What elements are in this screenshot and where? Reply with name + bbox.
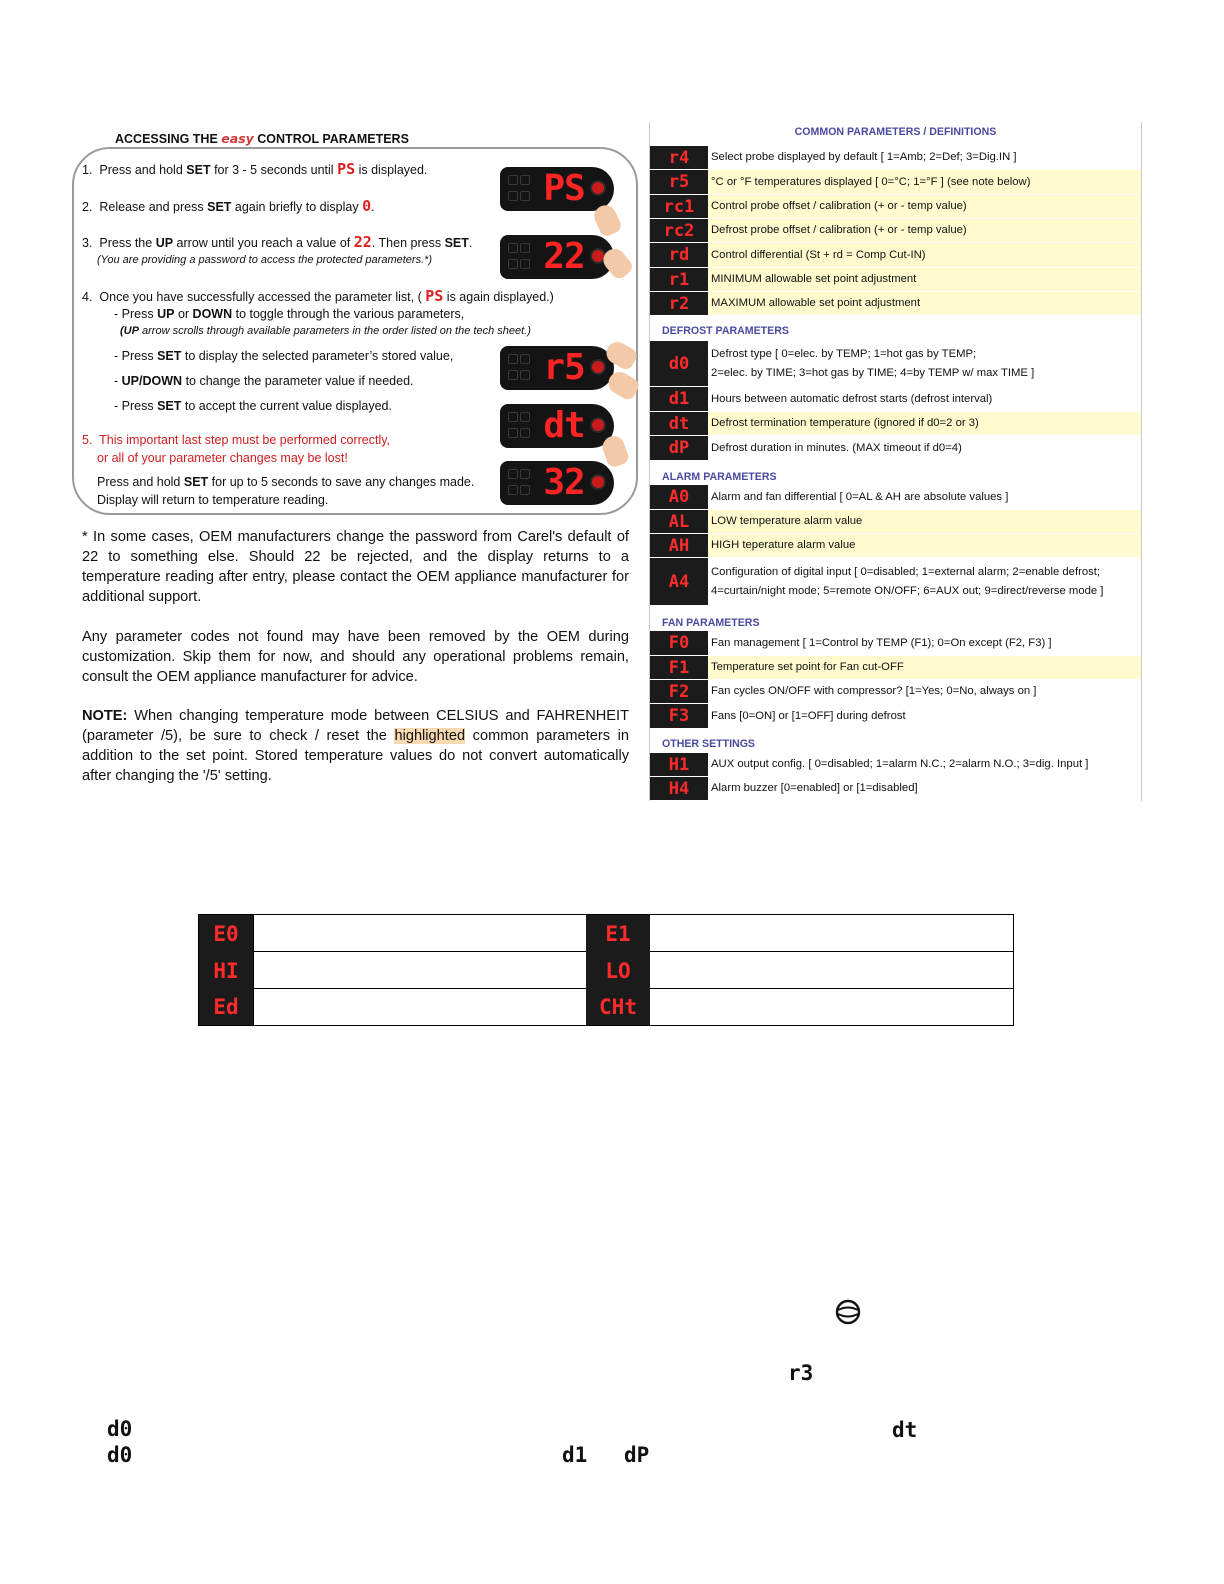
param-row: d0 Defrost type [ 0=elec. by TEMP; 1=hot gas by TEMP; 2=elec. by TIME; 3=hot gas by TIME; 4=by TEMP w/ max TIME ]: [650, 341, 1141, 387]
step-4-line-4: - Press SET to accept the current value displayed.: [114, 399, 392, 413]
code-22: 22: [353, 233, 372, 251]
param-row: dP Defrost duration in minutes. (MAX timeout if d0=4): [650, 436, 1141, 461]
error-code: Ed: [199, 989, 253, 1025]
controller-display: r5: [500, 346, 614, 390]
step-3: 3. Press the UP arrow until you reach a value of 22. Then press SET.: [82, 233, 473, 251]
controller-display: 32: [500, 461, 614, 505]
other-section-title: OTHER SETTINGS: [662, 738, 755, 750]
highlighted-word: highlighted: [394, 728, 466, 744]
code-d1: d1: [562, 1443, 588, 1467]
param-row: AH HIGH teperature alarm value: [650, 534, 1141, 558]
defrost-section-title: DEFROST PARAMETERS: [662, 325, 789, 337]
code-dp: dP: [624, 1443, 650, 1467]
step-4-note: (UP arrow scrolls through available parameters in the order listed on the tech sheet.): [120, 325, 531, 337]
code-d0: d0: [107, 1417, 133, 1441]
param-row: H1 AUX output config. [ 0=disabled; 1=alarm N.C.; 2=alarm N.O.; 3=dig. Input ]: [650, 753, 1141, 777]
param-row: d1 Hours between automatic defrost starts (defrost interval): [650, 387, 1141, 412]
step-4-line-1: - Press UP or DOWN to toggle through the various parameters,: [114, 307, 465, 321]
param-row: r2 MAXIMUM allowable set point adjustment: [650, 292, 1141, 316]
param-row: r1 MINIMUM allowable set point adjustment: [650, 268, 1141, 292]
easy-brand: easy: [221, 131, 254, 146]
error-description: [650, 989, 1013, 1025]
param-row: AL LOW temperature alarm value: [650, 510, 1141, 534]
parameter-table: [649, 122, 1142, 801]
param-row: rd Control differential (St + rd = Comp Cut-IN): [650, 243, 1141, 268]
step-5-line-3: Press and hold SET for up to 5 seconds to save any changes made.: [97, 475, 475, 489]
param-row: A4 Configuration of digital input [ 0=disabled; 1=external alarm; 2=enable defrost; 4=curtain/night mode; 5=remote ON/OFF; 6=AUX out; 9=direct/reverse mode ]: [650, 558, 1141, 606]
param-row: F0 Fan management [ 1=Control by TEMP (F1); 0=On except (F2, F3) ]: [650, 631, 1141, 656]
param-row: rc2 Defrost probe offset / calibration (+ or - temp value): [650, 219, 1141, 243]
step-4: 4. Once you have successfully accessed the parameter list, ( PS is again displayed.): [82, 287, 554, 305]
param-row: A0 Alarm and fan differential [ 0=AL & AH are absolute values ]: [650, 485, 1141, 510]
code-ps: PS: [337, 160, 356, 178]
error-code: E0: [199, 915, 253, 952]
step-1: 1. Press and hold SET for 3 - 5 seconds until PS is displayed.: [82, 160, 428, 178]
controller-display: dt: [500, 404, 614, 448]
title-pre: ACCESSING THE: [115, 132, 218, 146]
step-5: 5. This important last step must be performed correctly,: [82, 433, 391, 447]
param-row: F1 Temperature set point for Fan cut-OFF: [650, 656, 1141, 680]
error-code: CHt: [586, 989, 650, 1025]
table-title: COMMON PARAMETERS / DEFINITIONS: [794, 126, 997, 138]
param-row: H4 Alarm buzzer [0=enabled] or [1=disabled]: [650, 777, 1141, 801]
error-code: E1: [586, 915, 650, 952]
compressor-icon: [835, 1299, 861, 1325]
fan-section-title: FAN PARAMETERS: [662, 617, 760, 629]
password-note: * In some cases, OEM manufacturers change the password from Carel's default of 22 to something else. Should 22 be rejected, and the display returns to a temperature reading after entry, please contact the OEM appliance manufacturer for additional support.: [82, 529, 629, 605]
alarm-section-title: ALARM PARAMETERS: [662, 471, 777, 483]
error-code: LO: [586, 952, 650, 989]
step-5-warning: or all of your parameter changes may be lost!: [97, 451, 348, 465]
code-r3: r3: [788, 1361, 814, 1385]
error-description: [253, 989, 586, 1025]
access-panel-title: [108, 131, 416, 146]
controller-display: PS: [500, 167, 614, 211]
step-3-note: (You are providing a password to access the protected parameters.*): [97, 254, 433, 266]
step-2: 2. Release and press SET again briefly to display 0.: [82, 197, 375, 215]
param-row: dt Defrost termination temperature (ignored if d0=2 or 3): [650, 412, 1141, 436]
celsius-note: NOTE: When changing temperature mode between CELSIUS and FAHRENHEIT (parameter /5), be sure to check / reset the highlighted common parameters in addition to the set point. Stored temperature values do not convert automatically after changing the '/5' setting.: [82, 708, 629, 784]
param-row: F2 Fan cycles ON/OFF with compressor? [1=Yes; 0=No, always on ]: [650, 680, 1141, 704]
step-5-line-4: Display will return to temperature reading.: [97, 493, 329, 507]
missing-codes-note: Any parameter codes not found may have been removed by the OEM during customization. Skip them for now, and should any operational problems remain, consult the OEM appliance manufacturer for advice.: [82, 629, 629, 685]
param-row: r4 Select probe displayed by default [ 1=Amb; 2=Def; 3=Dig.IN ]: [650, 146, 1141, 170]
title-post: CONTROL PARAMETERS: [257, 132, 409, 146]
error-description: [650, 952, 1013, 989]
param-row: r5 °C or °F temperatures displayed [ 0=°C; 1=°F ] (see note below): [650, 170, 1141, 195]
error-description: [253, 915, 586, 952]
error-description: [650, 915, 1013, 952]
step-4-line-3: - UP/DOWN to change the parameter value if needed.: [114, 374, 414, 388]
code-dt: dt: [892, 1418, 918, 1442]
error-description: [253, 952, 586, 989]
controller-display: 22: [500, 235, 614, 279]
error-code-table: [198, 914, 1014, 1026]
code-0: 0: [362, 197, 372, 215]
step-4-line-2: - Press SET to display the selected parameter’s stored value,: [114, 349, 454, 363]
param-row: F3 Fans [0=ON] or [1=OFF] during defrost: [650, 704, 1141, 729]
param-row: rc1 Control probe offset / calibration (+ or - temp value): [650, 195, 1141, 219]
error-code: HI: [199, 952, 253, 989]
code-d0: d0: [107, 1443, 133, 1467]
